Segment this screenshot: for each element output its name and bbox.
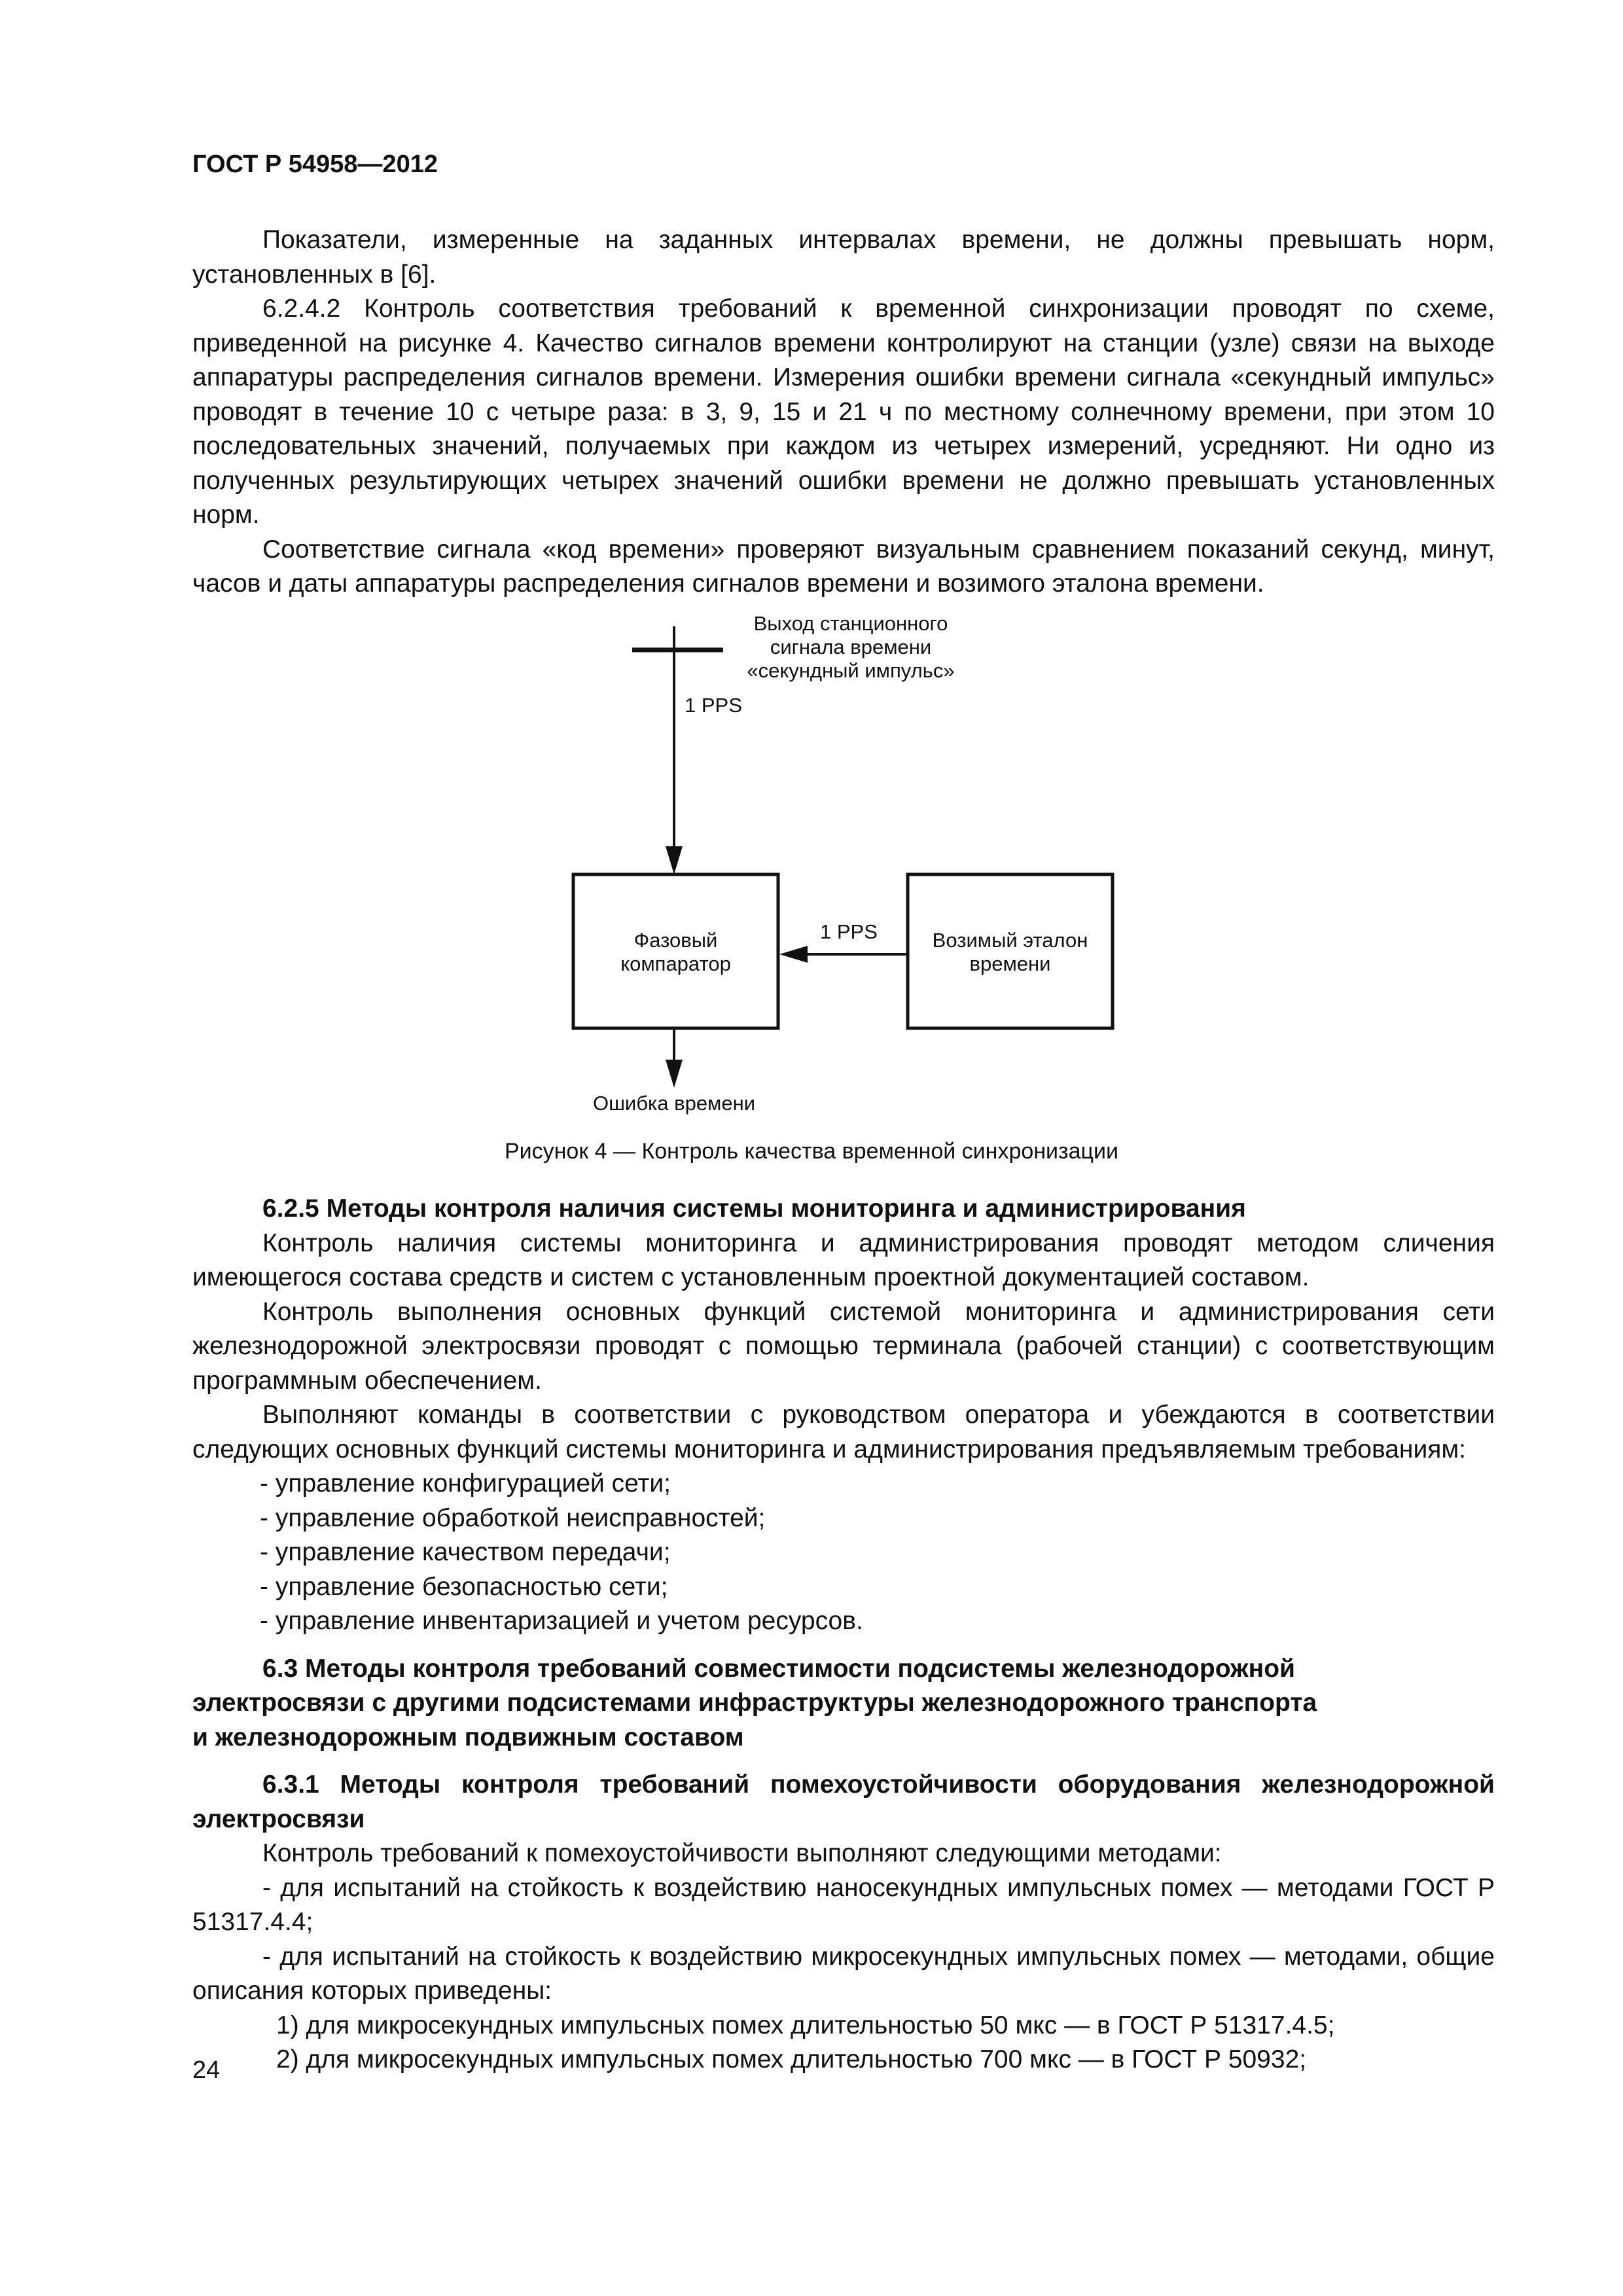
paragraph: Показатели, измеренные на заданных интервалах времени, не должны превышать норм, установленных в [6]. bbox=[192, 226, 1495, 289]
paragraph: Контроль наличия системы мониторинга и администрирования проводят методом сличения имеющегося состава средств и систем с установленным проектной документацией составом. bbox=[192, 1229, 1495, 1291]
pps-vertical-arrowhead bbox=[666, 846, 683, 874]
page-number: 24 bbox=[192, 2056, 221, 2084]
bottom-text-block bbox=[192, 1192, 1495, 2077]
pps-vertical-label: 1 PPS bbox=[685, 694, 742, 717]
paragraph: Выполняют команды в соответствии с руководством оператора и убеждаются в соответствии следующих основных функций системы мониторинга и администрирования предъявляемым требованиям: bbox=[192, 1401, 1495, 1463]
figure-caption: Рисунок 4 — Контроль качества временной синхронизации bbox=[504, 1139, 1118, 1164]
time-error-label: Ошибка времени bbox=[592, 1092, 756, 1115]
list-item: 2) для микросекундных импульсных помех длительностью 700 мкс — в ГОСТ Р 50932; bbox=[276, 2045, 1307, 2073]
list-item: - управление инвентаризацией и учетом ресурсов. bbox=[260, 1607, 863, 1635]
paragraph: 6.2.4.2 Контроль соответствия требований к временной синхронизации проводят по схеме, приведенной на рисунке 4. Качество сигналов времени контролируют на станции (узле) связи на выходе аппаратуры распределения сигналов времени. Измерения ошибки времени сигнала «секундный импульс» проводят в течение 10 с четыре раза: в 3, 9, 15 и 21 ч по местному солнечному времени, при этом 10 последовательных значений, получаемых при каждом из четырех измерений, усредняют. Ни одно из полученных результирующих четырех значений ошибки времени не должно превышать установленных норм. bbox=[192, 295, 1495, 529]
paragraph: Соответствие сигнала «код времени» проверяют визуальным сравнением показаний секунд, минут, часов и даты аппаратуры распределения сигналов времени и возимого эталона времени. bbox=[192, 535, 1495, 598]
document-header: ГОСТ Р 54958—2012 bbox=[192, 151, 438, 178]
section-heading-line: и железнодорожным подвижным составом bbox=[192, 1723, 744, 1751]
time-reference-label: Возимый эталон времени bbox=[932, 929, 1088, 975]
list-item: 1) для микросекундных импульсных помех длительностью 50 мкс — в ГОСТ Р 51317.4.5; bbox=[276, 2011, 1335, 2039]
paragraph: - для испытаний на стойкость к воздействию микросекундных импульсных помех — методами, общие описания которых приведены: bbox=[192, 1942, 1495, 2005]
pps-horizontal-label: 1 PPS bbox=[820, 920, 878, 943]
list-item: - управление качеством передачи; bbox=[260, 1538, 671, 1566]
paragraph: - для испытаний на стойкость к воздействию наносекундных импульсных помех — методами ГОСТ Р 51317.4.4; bbox=[192, 1873, 1495, 1936]
list-item: - управление безопасностью сети; bbox=[260, 1572, 668, 1601]
phase-comparator-label: Фазовый компаратор bbox=[620, 929, 731, 975]
pps-horizontal-arrowhead bbox=[779, 946, 808, 963]
station-output-label: Выход станционного сигнала времени «секундный импульс» bbox=[747, 612, 955, 682]
section-heading-line: электросвязи с другими подсистемами инфраструктуры железнодорожного транспорта bbox=[192, 1689, 1317, 1717]
error-output-arrowhead bbox=[666, 1060, 683, 1088]
paragraph: Контроль требований к помехоустойчивости выполняют следующими методами: bbox=[262, 1839, 1222, 1867]
list-item: - управление обработкой неисправностей; bbox=[260, 1503, 766, 1532]
paragraph: Контроль выполнения основных функций системой мониторинга и администрирования сети железнодорожной электросвязи проводят с помощью терминала (рабочей станции) с соответствующим программным обеспечением. bbox=[192, 1297, 1495, 1395]
section-heading: 6.2.5 Методы контроля наличия системы мониторинга и администрирования bbox=[262, 1194, 1246, 1223]
list-item: - управление конфигурацией сети; bbox=[260, 1469, 671, 1498]
section-heading: 6.3.1 Методы контроля требований помехоустойчивости оборудования железнодорожной электросвязи bbox=[192, 1770, 1495, 1833]
section-heading-line: 6.3 Методы контроля требований совместимости подсистемы железнодорожной bbox=[262, 1654, 1296, 1683]
